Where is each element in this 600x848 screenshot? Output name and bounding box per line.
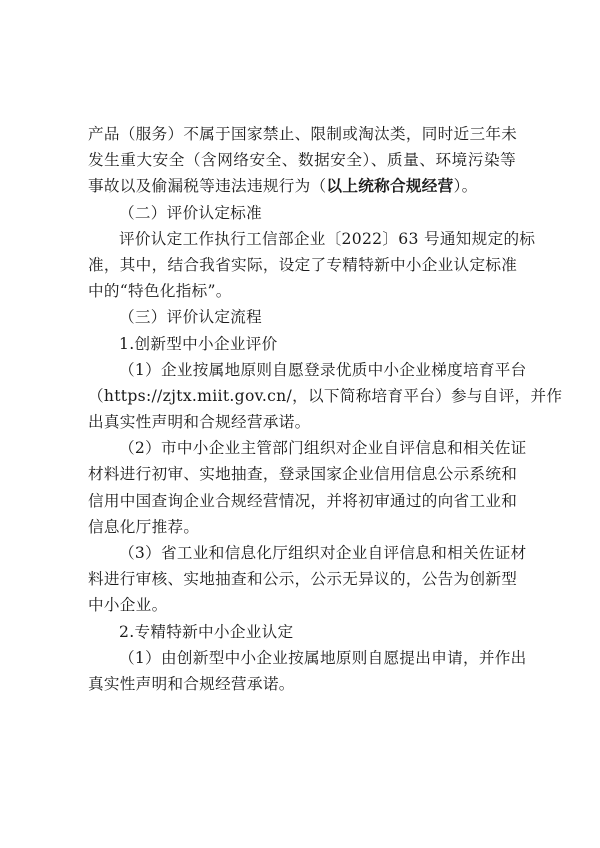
section-heading: （三）评价认定流程 (119, 308, 263, 327)
paragraph-line: 中的“特色化指标”。 (88, 282, 232, 301)
subsection-heading: 1.创新型中小企业评价 (119, 334, 278, 353)
paragraph-line: 材料进行初审、实地抽查，登录国家企业信用信息公示系统和 (88, 465, 518, 484)
paragraph-line: 信用中国查询企业合规经营情况，并将初审通过的向省工业和 (88, 491, 518, 510)
paragraph-line: 中小企业。 (88, 596, 168, 615)
paragraph-line: 准，其中，结合我省实际，设定了专精特新中小企业认定标准 (88, 255, 518, 274)
text-run: 事故以及偷漏税等违法违规行为（ (88, 177, 327, 196)
paragraph-line: （3）省工业和信息化厅组织对企业自评信息和相关佐证材 (119, 544, 527, 562)
subsection-heading: 2.专精特新中小企业认定 (119, 622, 294, 641)
paragraph-line: （1）企业按属地原则自愿登录优质中小企业梯度培育平台 (119, 360, 527, 379)
paragraph-line: 料进行审核、实地抽查和公示，公示无异议的，公告为创新型 (88, 570, 518, 589)
paragraph-line: （2）市中小企业主管部门组织对企业自评信息和相关佐证 (119, 439, 527, 458)
paragraph-line: （1）由创新型中小企业按属地原则自愿提出申请，并作出 (119, 648, 527, 667)
paragraph-line: 产品（服务）不属于国家禁止、限制或淘汰类，同时近三年未 (88, 125, 518, 143)
paragraph-line (88, 173, 516, 199)
section-heading: （二）评价认定标准 (119, 203, 263, 222)
paragraph-line: 信息化厅推荐。 (88, 517, 200, 536)
paragraph-line: 出真实性声明和合规经营承诺。 (88, 413, 311, 432)
paragraph-line: 发生重大安全（含网络安全、数据安全）、质量、环境污染等 (88, 151, 516, 170)
paragraph-line: 评价认定工作执行工信部企业〔2022〕63 号通知规定的标 (119, 229, 536, 248)
paragraph-line: （https://zjtx.miit.gov.cn/，以下简称培育平台）参与自评，并作 (88, 386, 563, 405)
paragraph-line: 真实性声明和合规经营承诺。 (88, 674, 295, 693)
text-run: ）。 (453, 177, 478, 196)
bold-term: 以上统称合规经营 (326, 177, 454, 196)
document-page (88, 121, 563, 697)
